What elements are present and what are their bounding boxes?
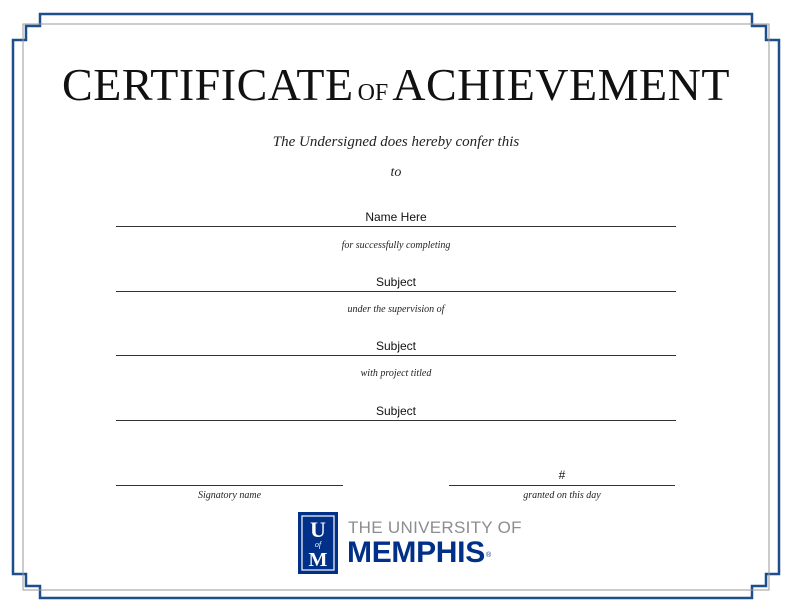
- monogram-m: M: [308, 549, 328, 571]
- title-achievement: ACHIEVEMENT: [392, 59, 730, 110]
- granted-label: granted on this day: [523, 490, 601, 501]
- subject-line-3: [116, 420, 676, 421]
- recipient-name[interactable]: Name Here: [365, 210, 427, 224]
- monogram-of: of: [314, 540, 322, 549]
- logo-memphis: MEMPHIS: [347, 536, 485, 569]
- name-line: [116, 226, 676, 227]
- subject-field-2[interactable]: Subject: [375, 339, 417, 353]
- logo-university-of: THE UNIVERSITY OF: [348, 518, 522, 537]
- completing-text: for successfully completing: [341, 240, 451, 251]
- subject-line-2: [116, 355, 676, 356]
- to-text: to: [390, 165, 402, 180]
- subject-line-1: [116, 291, 676, 292]
- signatory-label: Signatory name: [197, 490, 262, 501]
- university-logo: [298, 512, 522, 576]
- title-certificate: CERTIFICATE: [62, 59, 354, 110]
- subject-field-1[interactable]: Subject: [375, 275, 417, 289]
- confer-text: The Undersigned does hereby confer this: [272, 134, 520, 150]
- signature-line: [116, 485, 343, 486]
- date-line: [449, 485, 675, 486]
- subject-field-3[interactable]: Subject: [375, 404, 417, 418]
- project-text: with project titled: [360, 368, 432, 379]
- title-of: OF: [357, 80, 389, 106]
- monogram-icon: [298, 512, 338, 574]
- registered-mark: ®: [486, 552, 492, 559]
- certificate-title: [0, 58, 792, 111]
- date-field[interactable]: #: [558, 468, 566, 482]
- supervision-text: under the supervision of: [347, 304, 445, 315]
- monogram-u: U: [310, 517, 326, 542]
